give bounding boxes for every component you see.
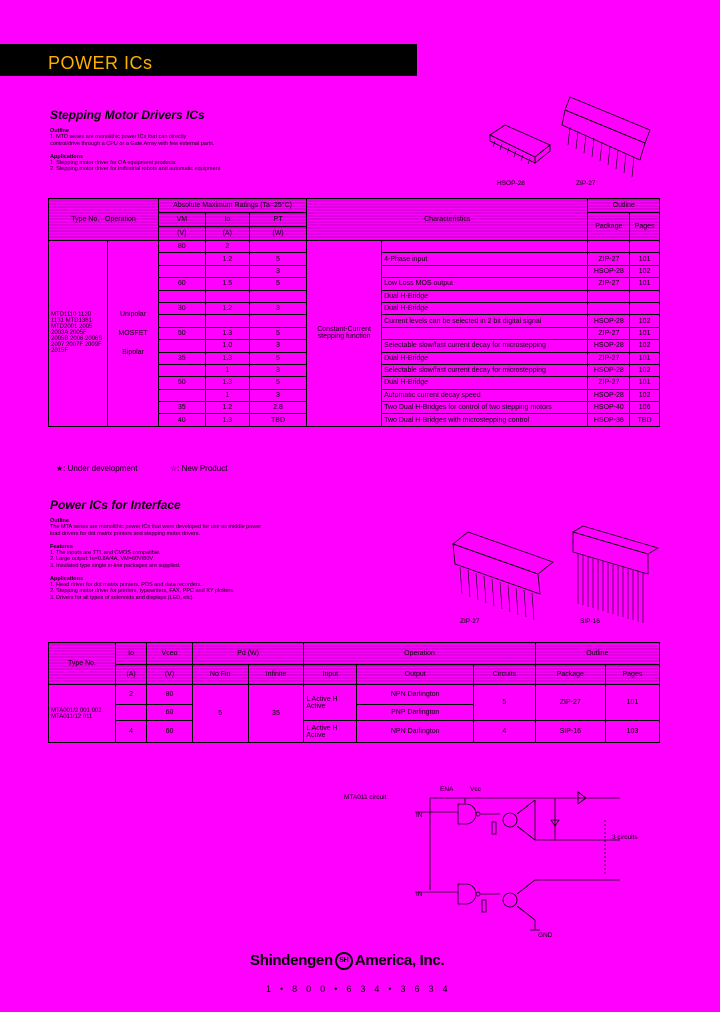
section1-text: Outline 1. MTD series are monolithic power ICs that can directly control/drive through a CPU or a Gate Array with few external parts. Applications 1. Stepping motor driver for OA equipment products 2. Stepping motor driver for industrial robots and automatic equipment (50, 128, 221, 173)
cell-vm (159, 340, 206, 352)
cell-characteristic: Dual H-Bridge (382, 290, 588, 302)
cell-pt: 3 (249, 340, 306, 352)
cell-characteristic: Dual H-Bridge (382, 302, 588, 314)
brand-logo: Shindengen SH America, Inc. (250, 952, 445, 969)
interface-table: Type No. Io Vceo Pd (W) Operation Outline (A) (V) No Fin Infinite Input Output Circuits Package Pages MTA001/2 001 002 MTA011/12 011 2 80 5 35 L Active H Active NPN Darlington 5 ZIP-27 101 60 PNP Darlington 4 60 L Active H Active NPN Darlington 4 SIP-16 103 (48, 642, 660, 743)
cell-characteristic: Dual H-Bridge (382, 377, 588, 389)
package-illustration-1 (480, 95, 660, 190)
circuit-in2: IN (416, 891, 423, 898)
cell-io: 1.2 (205, 402, 249, 414)
cell-pg: 102 (630, 340, 660, 352)
cell-pg (630, 241, 660, 253)
cell-vm: 30 (159, 302, 206, 314)
cell-io: 1.3 (205, 352, 249, 364)
cell-pg: 102 (630, 389, 660, 401)
characteristics-merged: Constant-Current stepping function (307, 241, 382, 427)
cell-characteristic: Two Dual H-Bridges for control of two stepping motors (382, 402, 588, 414)
cell-pg: 101 (630, 377, 660, 389)
cell-pg: TBD (630, 414, 660, 426)
cell-io: 2 (205, 241, 249, 253)
circuit-label: MTA011 circuit (344, 794, 387, 801)
cell-vm: 50 (159, 377, 206, 389)
cell-pg: 101 (630, 327, 660, 339)
section1-title: Stepping Motor Drivers ICs (50, 108, 205, 122)
cell-io (205, 265, 249, 277)
cell-io: 1.0 (205, 340, 249, 352)
cell-pt: 3 (249, 364, 306, 376)
pkg-label-hsop28: HSOP-28 (497, 180, 525, 187)
operation-op_unipolar: Unipolar (119, 310, 147, 318)
type-no-list: MTD1110 1120 1131 MTD1361 MTD2001 2005 2003A 2005F 2005B 2006 2006S 2007 2007F 2009F 2015F (49, 241, 108, 427)
brand-mark-icon: SH (335, 952, 353, 970)
cell-pg: 101 (630, 352, 660, 364)
cell-vm: 50 (159, 327, 206, 339)
cell-pkg: ZIP-27 (588, 352, 630, 364)
cell-pkg: HSOP-28 (588, 265, 630, 277)
cell-pg: 101 (630, 253, 660, 265)
cell-pg: 106 (630, 402, 660, 414)
cell-characteristic: Selectable slow/fast current decay for microstepping (382, 340, 588, 352)
cell-pkg (588, 241, 630, 253)
cell-pkg: ZIP-27 (588, 327, 630, 339)
cell-characteristic: 4-Phase input (382, 253, 588, 265)
cell-vm (159, 290, 206, 302)
cell-pt (249, 290, 306, 302)
cell-pkg: HSOP-28 (588, 315, 630, 327)
legend-new-product: ☆: New Product (170, 464, 228, 473)
cell-vm (159, 253, 206, 265)
circuit-in1: IN (416, 812, 423, 819)
cell-pt: TBD (249, 414, 306, 426)
cell-pg: 101 (630, 278, 660, 290)
circuit-vcc: Vcc (470, 786, 481, 793)
cell-io: 1.2 (205, 253, 249, 265)
cell-pkg: HSOP-28 (588, 364, 630, 376)
cell-pkg (588, 302, 630, 314)
cell-pt: 5 (249, 377, 306, 389)
cell-vm: 35 (159, 402, 206, 414)
phone-number: 1•800•634•3634 (266, 984, 457, 994)
pkg-label-zip27: ZIP-27 (576, 180, 596, 187)
circuit-repeat: 3 circuits (612, 834, 638, 841)
cell-pt: 5 (249, 327, 306, 339)
cell-vm: 60 (159, 278, 206, 290)
cell-characteristic: Automatic current decay speed (382, 389, 588, 401)
cell-characteristic: Two Dual H-Bridges with microstepping control (382, 414, 588, 426)
page-title: POWER ICs (48, 53, 153, 73)
cell-pg: 102 (630, 364, 660, 376)
cell-pkg: HSOP-28 (588, 340, 630, 352)
header-banner (0, 44, 417, 76)
cell-io: 1.3 (205, 377, 249, 389)
cell-pt (249, 315, 306, 327)
cell-pkg: ZIP-27 (588, 278, 630, 290)
cell-pt: 3 (249, 265, 306, 277)
legend-under-development: ★: Under development (56, 464, 138, 473)
cell-pkg: ZIP-27 (588, 253, 630, 265)
cell-characteristic: Current levels can be selected in 2 bit digital signal (382, 315, 588, 327)
cell-io: 1.3 (205, 414, 249, 426)
cell-pkg: ZIP-27 (588, 377, 630, 389)
operation-op_mosfet: MOSFET (118, 329, 148, 337)
cell-pkg: HSOP-28 (588, 389, 630, 401)
cell-io: 1.5 (205, 278, 249, 290)
cell-pt: 3 (249, 389, 306, 401)
cell-io (205, 315, 249, 327)
cell-pkg: HSOP-36 (588, 414, 630, 426)
cell-io (205, 290, 249, 302)
cell-pt: 5 (249, 278, 306, 290)
cell-vm (159, 364, 206, 376)
cell-characteristic (382, 327, 588, 339)
cell-characteristic: Dual H-Bridge (382, 352, 588, 364)
cell-vm (159, 265, 206, 277)
circuit-diagram (410, 780, 640, 942)
cell-vm (159, 315, 206, 327)
cell-vm: 80 (159, 241, 206, 253)
cell-vm: 40 (159, 414, 206, 426)
table-row (49, 241, 660, 253)
section2-text: Outline The MTA series are monolithic power ICs that were developed for use as middle power load drivers for dot matrix printers and stepping motor drivers. Features 1. The inputs are TTL and CMOS compatible. 2. Large output: Io=0.8A/4A, VM=60V/80V 3. Insulated type single in-line packages are supplied. Applications 1. Head driver for dot matrix printers, POS and data recorders. 2. Stepping motor driver for printers, typewriters, FAX, PPC and XY plotters. 3. Drivers for all types of solenoids and displays (LED, etc). (50, 518, 262, 601)
operation-op_bipolar: Bipolar (122, 348, 144, 356)
cell-pg: 102 (630, 265, 660, 277)
pkg-label-zip27-2: ZIP-27 (460, 618, 480, 625)
cell-pt: 5 (249, 253, 306, 265)
package-illustration-2 (448, 524, 668, 634)
cell-pkg: HSOP-40 (588, 402, 630, 414)
cell-io: 1.2 (205, 302, 249, 314)
cell-pt: 3 (249, 302, 306, 314)
circuit-ena: ENA (440, 786, 454, 793)
cell-pg: 102 (630, 315, 660, 327)
cell-vm: 35 (159, 352, 206, 364)
cell-io: 1 (205, 364, 249, 376)
cell-pg (630, 290, 660, 302)
stepping-motor-table: Type No. Operation Absolute Maximum Ratings (Ta=25°C) Characteristics Outline VM Io PT Package Pages (V) (A) (W) MTD1110 1120 1131 MTD1361 MTD2001 2005 2003A 2005F 2005B 2006 2006S 2007 2007F 2009F 2015F Unipolar MOSFET Bipolar 80 2 Constant-Current stepping function 1.2 5 4-Phase input ZIP-27 101 3 HSOP-28 102 60 1.5 5 Low Loss MOS output ZIP-27 101 Dual H-Bridge 30 1.2 3 Dual H-Bridge Current levels can be selected in 2 bit digital signal HSOP-28 102 50 1.3 5 ZIP-27 101 1.0 3 Selectable slow/fast current decay for microstepping HSOP-28 102 35 1.3 5 Dual H-Bridge ZIP-27 101 1 3 Selectable slow/fast current decay for microstepping HSOP-28 102 50 1.3 5 Dual H-Bridge ZIP-27 101 1 3 Automatic current decay speed HSOP-28 102 35 1.2 2.8 Two Dual H-Bridges for control of two stepping motors HSOP-40 106 40 1.3 TBD Two Dual H-Bridges with microstepping control HSOP-36 TBD (48, 198, 660, 427)
cell-pt: 5 (249, 352, 306, 364)
cell-pkg (588, 290, 630, 302)
cell-characteristic: Low Loss MOS output (382, 278, 588, 290)
cell-pt (249, 241, 306, 253)
cell-pg (630, 302, 660, 314)
cell-pt: 2.8 (249, 402, 306, 414)
cell-characteristic: Selectable slow/fast current decay for microstepping (382, 364, 588, 376)
pkg-label-sip16: SIP-16 (580, 618, 600, 625)
section2-title: Power ICs for Interface (50, 498, 181, 512)
operation-list (108, 241, 159, 427)
cell-io: 1 (205, 389, 249, 401)
cell-characteristic (382, 241, 588, 253)
circuit-gnd: GND (538, 932, 553, 939)
cell-vm (159, 389, 206, 401)
cell-io: 1.3 (205, 327, 249, 339)
cell-characteristic (382, 265, 588, 277)
